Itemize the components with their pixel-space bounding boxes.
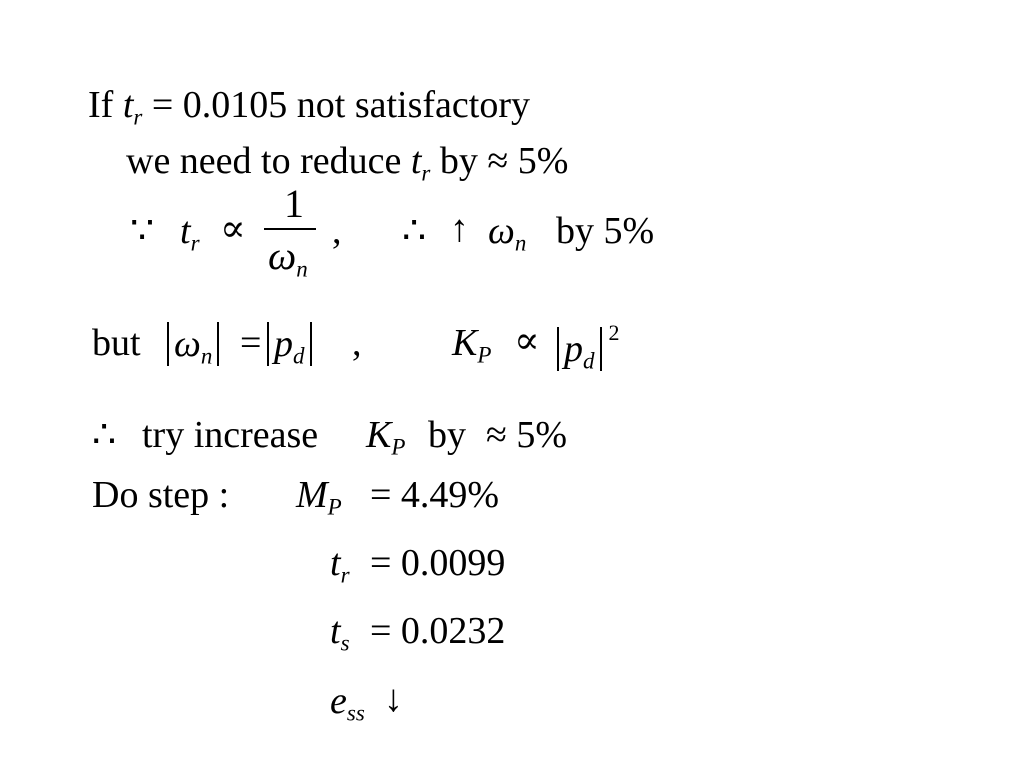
- text-do-step: Do step :: [92, 474, 230, 516]
- text-try-increase: try increase: [142, 414, 319, 456]
- ess-term: [330, 682, 365, 724]
- text-but: but: [92, 322, 141, 364]
- proportional-symbol: ∝: [220, 208, 246, 250]
- var-t: t: [330, 610, 341, 652]
- var-p: p: [274, 323, 293, 365]
- tr-term: [180, 212, 200, 254]
- abs-bar: [600, 327, 602, 371]
- ts-value: = 0.0232: [370, 610, 506, 652]
- abs-bar: [217, 322, 219, 366]
- sub-n: n: [296, 256, 308, 282]
- comma: ,: [352, 322, 362, 364]
- sub-n: n: [514, 230, 527, 256]
- sub-P: P: [477, 342, 492, 368]
- var-K: K: [452, 322, 478, 364]
- text-by-5: by ≈ 5%: [430, 140, 569, 182]
- var-t: t: [410, 140, 422, 182]
- sub-r: r: [340, 562, 350, 588]
- var-e: e: [330, 680, 347, 722]
- omega-term: [488, 212, 526, 254]
- abs-bar: [167, 322, 169, 366]
- abs-bar: [310, 322, 312, 366]
- text-by-5-percent: by 5%: [556, 210, 655, 252]
- sub-r: r: [190, 230, 200, 256]
- var-M: M: [296, 474, 328, 516]
- sub-ss: ss: [346, 700, 365, 726]
- abs-bar: [267, 322, 269, 366]
- sub-r: r: [133, 104, 143, 130]
- sub-n: n: [200, 343, 213, 369]
- abs-pd-squared: [552, 322, 620, 372]
- var-t: t: [330, 542, 341, 584]
- fraction-denominator: [268, 232, 308, 282]
- down-arrow-icon: ↓: [384, 678, 403, 720]
- kp-term: [366, 416, 405, 458]
- proportional-symbol: ∝: [514, 320, 540, 362]
- var-omega: ω: [268, 233, 297, 278]
- up-arrow-icon: ↑: [450, 208, 469, 250]
- sub-P: P: [391, 434, 406, 460]
- comma: ,: [332, 210, 342, 252]
- equals-symbol: =: [240, 322, 262, 364]
- var-omega: ω: [174, 323, 201, 365]
- text-approx-5-percent: ≈ 5%: [486, 414, 568, 456]
- sub-s: s: [340, 630, 350, 656]
- line-reduce-tr: [126, 142, 568, 184]
- sub-r: r: [421, 160, 431, 186]
- therefore-symbol: ∴: [402, 210, 427, 252]
- because-symbol: ∵: [130, 210, 155, 252]
- text-by: by: [428, 414, 466, 456]
- text-tr-value: = 0.0105 not satisfactory: [142, 84, 530, 126]
- abs-omega: [162, 322, 224, 367]
- text-if: If: [88, 84, 123, 126]
- kp-term: [452, 324, 491, 366]
- therefore-symbol: ∴: [92, 414, 117, 456]
- ts-term: [330, 612, 350, 654]
- sub-P: P: [327, 494, 342, 520]
- fraction-bar: [264, 228, 316, 230]
- var-t: t: [122, 84, 134, 126]
- tr-value: = 0.0099: [370, 542, 506, 584]
- mp-term: [296, 476, 342, 518]
- abs-pd: [262, 322, 317, 367]
- sub-d: d: [293, 343, 305, 369]
- abs-bar: [557, 327, 559, 371]
- sub-d: d: [583, 348, 595, 374]
- tr-term: [330, 544, 350, 586]
- var-p: p: [564, 327, 583, 370]
- var-t: t: [180, 210, 191, 252]
- text-need-reduce: we need to reduce: [126, 140, 411, 182]
- fraction-numerator: 1: [284, 181, 304, 226]
- line-if-tr: [88, 86, 530, 128]
- exponent-2: 2: [608, 320, 620, 345]
- mp-value: = 4.49%: [370, 474, 500, 516]
- var-omega: ω: [488, 210, 515, 252]
- var-K: K: [366, 414, 392, 456]
